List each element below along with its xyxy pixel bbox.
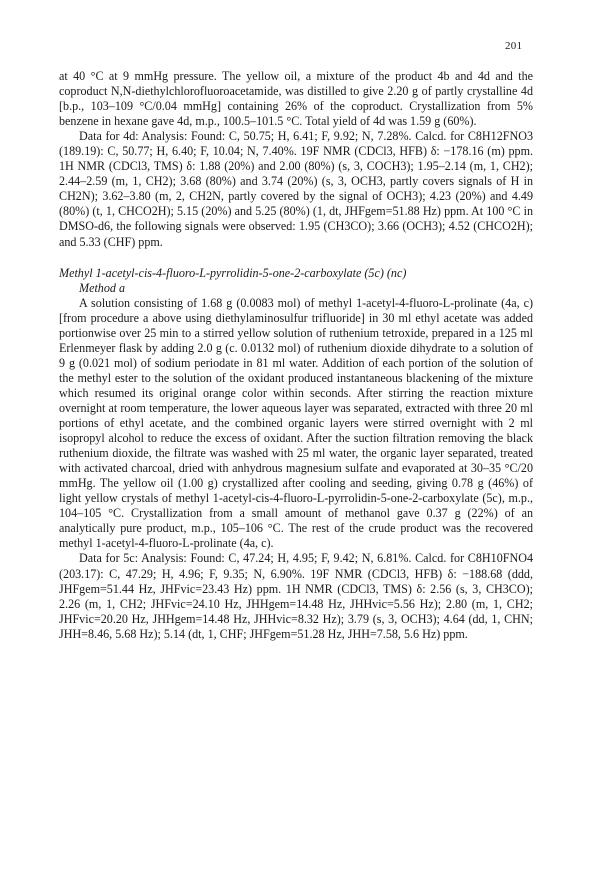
paragraph-procedure: A solution consisting of 1.68 g (0.0083 mol) of methyl 1-acetyl-4-fluoro-L-prolinate (4a, c) [from procedure a above using diethylaminosulfur trifluoride] in 30 ml ethyl acetate was added portionwise over 25 min to a stirred yellow solution of ruthenium tetroxide, prepared in a 125 ml Erlenmeyer flask by adding 2.0 g (c. 0.0132 mol) of ruthenium dioxide dihydrate to a solution of 9 g (0.021 mol) of sodium periodate in 81 ml water. Addition of each portion of the solution of the methyl ester to the solution of the oxidant produced instantaneous blackening of the mixture which resumed its original orange color within seconds. After stirring the reaction mixture overnight at room temperature, the lower aqueous layer was separated, extracted with three 20 ml portions of ethyl acetate, and the combined organic layers were stirred overnight with 2 ml isopropyl alcohol to reduce the excess of oxidant. After the suction filtration removing the black ruthenium dioxide, the filtrate was washed with 25 ml water, the organic layer separated, treated with activated charcoal, dried with anhydrous magnesium sulfate and evaporated at 30–35 °C/20 mmHg. The yellow oil (1.00 g) crystallized after cooling and seeding, giving 0.78 g (46%) of light yellow crystals of methyl 1-acetyl-cis-4-fluoro-L-pyrrolidin-5-one-2-carboxylate (5c), m.p., 104–105 °C. Crystallization from a small amount of methanol gave 0.37 g (22%) of an analytically pure product, m.p., 105–106 °C. The rest of the crude product was the recovered methyl 1-acetyl-4-fluoro-L-prolinate (4a, c). — [59, 295, 533, 551]
method-label: Method a — [79, 280, 126, 295]
paragraph-data-4d: Data for 4d: Analysis: Found: C, 50.75; H, 6.41; F, 9.92; N, 7.28%. Calcd. for C8H12FNO3 (189.19): C, 50.77; H, 6.40; F, 10.04; N, 7.40%. 19F NMR (CDCl3, HFB) δ: −178.16 (m) ppm. 1H NMR (CDCl3, TMS) δ: 1.88 (20%) and 2.00 (80%) (s, 3, COCH3); 1.95–2.14 (m, 1, CH2); 2.44–2.59 (m, 1, CH2); 3.68 (80%) and 3.74 (20%) (s, 3, OCH3, partly covers signals of H in CH2N); 3.62–3.80 (m, 2, CH2N, partly covered by the signal of OCH3); 4.23 (20%) and 4.49 (80%) (t, 1, CHCO2H); 5.15 (20%) and 5.25 (80%) (1, dt, JHFgem=51.88 Hz) ppm. At 100 °C in DMSO-d6, the following signals were observed: 1.95 (CH3CO); 3.66 (OCH3); 4.52 (CHCO2H); and 5.33 (CHF) ppm. — [59, 129, 533, 249]
section-title: Methyl 1-acetyl-cis-4-fluoro-L-pyrrolidin-5-one-2-carboxylate (5c) (nc) — [59, 265, 407, 280]
paragraph-data-5c: Data for 5c: Analysis: Found: C, 47.24; H, 4.95; F, 9.42; N, 6.81%. Calcd. for C8H10FNO4 (203.17): C, 47.29; H, 4.96; F, 9.35; N, 6.90%. 19F NMR (CDCl3, HFB) δ: −188.68 (ddd, JHFgem=51.44 Hz, JHFvic=23.43 Hz) ppm. 1H NMR (CDCl3, TMS) δ: 2.56 (s, 3, CH3CO); 2.26 (m, 1, CH2; JHFvic=24.10 Hz, JHHgem=14.48 Hz, JHHvic=5.56 Hz); 2.80 (m, 1, CH2; JHFvic=20.20 Hz, JHHgem=14.48 Hz, JHHvic=8.32 Hz); 3.79 (s, 3, OCH3); 4.64 (dd, 1, CHN; JHH=8.46, 5.68 Hz); 5.14 (dt, 1, CHF; JHFgem=51.28 Hz, JHH=7.58, 5.6 Hz) ppm. — [59, 551, 533, 641]
body-text — [59, 69, 533, 642]
paragraph-distillation: at 40 °C at 9 mmHg pressure. The yellow oil, a mixture of the product 4b and 4d and the coproduct N,N-diethylchlorofluoroacetamide, was distilled to give 2.20 g of partly crystalline 4d [b.p., 103–109 °C/0.04 mmHg] containing 26% of the coproduct. Crystallization from 5% benzene in hexane gave 4d, m.p., 100.5–101.5 °C. Total yield of 4d was 1.59 g (60%). — [59, 69, 533, 129]
page-number: 201 — [505, 40, 523, 52]
